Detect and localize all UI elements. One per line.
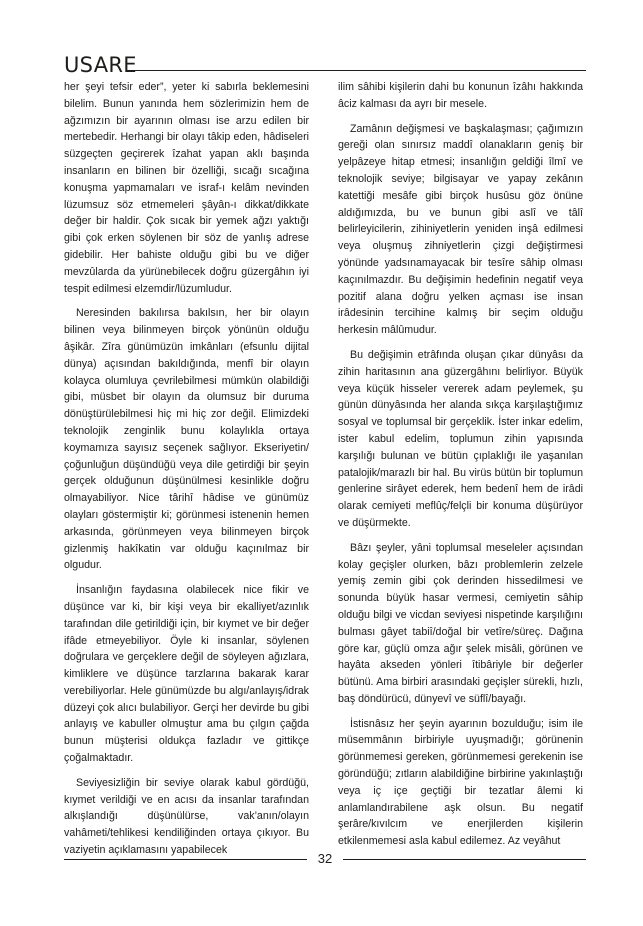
header-rule <box>127 70 586 71</box>
paragraph: ilim sâhibi kişilerin dahi bu konunun îzâhı hakkında âciz kalması da ayrı bir mesele. <box>338 81 583 110</box>
paragraph: her şeyi tefsir eder”, yeter ki sabırla beklemesini bilelim. Bunun yanında hem sözlerimizin hem de ağzımızın bir ayarının olması ise arzu edilen bir mertebedir. Herhangi bir olayı tâkip eden, hâdiseleri süzgeçten geçirerek îzahat yapan aklı başında insanların en bilinen bir özelliği, sıcağı sıcağına konuşma yapmamaları ve israf-ı kelâm nevinden lüzumsuz söz etmemeleri şâyân-ı dikkat/dikkate değer bir haldir. Çok sıcak bir yemek ağzı yaktığı gibi çok erken söylenen bir söz de yanlış adrese gidebilir. Her bahiste olduğu gibi bu ve diğer mevzûlarda da yürünebilecek doğru güzergâhın iyi tespit edilmesi elzemdir/lüzumludur. <box>64 81 309 295</box>
paragraph: İstisnâsız her şeyin ayarının bozulduğu; isim ile müsemmânın birbiriyle uyuşmadığı; görünenin görünmemesi gereken, görünmemesi gerekenin ise göründüğü; zıtların alabildiğine birbirine yakınlaştığı veya iç içe geçtiği bir tezatlar âlemi ki anlamlandırabilene aşk olsun. Bu negatif şerâre/kıvılcım ve enerjilerden kişilerin etkilenmemesi asla kabul edilemez. Az veyâhut <box>338 717 583 848</box>
footer-rule-right <box>343 859 586 860</box>
paragraph: Seviyesizliğin bir seviye olarak kabul gördüğü, kıymet verildiği ve en acısı da insanlar tarafından alkışlandığı düşünülürse, vak’anın/olayın vahâmeti/tehlikesi kendiliğinden ortaya çıkıyor. Bu vaziyetin açıklamasını yapabilecek <box>64 776 309 857</box>
page-header <box>64 52 586 78</box>
paragraph: İnsanlığın faydasına olabilecek nice fikir ve düşünce var ki, bir kişi veya bir ekalliyet/azınlık tarafından dile getirildiği için, bir kıymet ve bir değer ifâde etmeyebiliyor. Öyle ki insanlar, söylenen doğrulara ve gerçeklere değil de söyleyen ağızlara, kimliklere ve düşünce tarzlarına bakarak karar verebiliyorlar. Hele günümüzde bu algı/anlayış/idrak düzeyi çok alıcı bulabiliyor. Gerçi her devirde bu gibi anlayış ve kabuller olmuştur ama bu çılgın çağda bunun müşterisi oldukça fazladır ve gittikçe çoğalmaktadır. <box>64 584 309 765</box>
paragraph: Bu değişimin etrâfında oluşan çıkar dünyâsı da zihin haritasının ana güzergâhını belirliyor. Büyük veya küçük hisseler vererek adam peylemek, şu günün dünyâsında her alanda sıkça karşılaştığımız sosyal ve toplumsal bir gerçeklik. İster inkar edelim, ister kabul edelim, toplumun zihin yapısında karşılığı bulunan ve bütün çıplaklığı ile yaşanılan patalojik/marazlı bir hal. Bu virüs bütün bir toplumun genlerine sirâyet ederek, hem bedenî hem de irâdi olarak cemiyeti meflûç/felçli bir konuma düşürüyor ve düşürmekte. <box>338 348 583 529</box>
paragraph: Neresinden bakılırsa bakılsın, her bir olayın bilinen veya bilinmeyen birçok yönünün olduğu âşikâr. Zîra günümüzün imkânları (efsunlu dijital dünya) açısından bakıldığında, menfî bir olayın kolayca olumluya çevrilebilmesi mümkün olabildiği gibi, müsbet bir olayın da olumsuz bir duruma dönüştürülebilmesi hiç mi hiç zor değil. Elimizdeki teknolojik zenginlik bunu kolaylıkla ortaya koymamıza sayısız seçenek sağlıyor. Ekseriyetin/çoğunluğun düşündüğü veya dile getirdiği bir şeyin gerçek olduğunun düşünülmesi kesinlikle doğru olmayabiliyor. Nice târihî hâdise ve günümüz olayları göstermiştir ki; görünmesi istenenin hemen arkasında, görünmeyen veya bilinmeyen birçok gizlenmiş hakîkatin var olduğu kaçınılmaz bir olgudur. <box>64 307 309 572</box>
journal-title: USARE <box>64 53 137 77</box>
paragraph: Bâzı şeyler, yâni toplumsal meseleler açısından kolay geçişler olurken, bâzı problemlerin zelzele yemiş zemin gibi çok derinden hissedilmesi ve sonunda büyük hasar vermesi, cemiyetin sâhip olduğu bilgi ve vicdan seviyesi nispetinde karşılığını bulması gâyet tabiî/doğal bir vetîre/süreç. Dağına göre kar, güçlü omza ağır şelek misâli, görünen ve hayâta akseden yönleri îtibâriyle bir değerler bütünü. Ama birbiri arasındaki geçişler sürekli, hızlı, baş döndürücü, dünyevî ve süflî/bayağı. <box>338 541 583 705</box>
page-number: 32 <box>317 851 333 866</box>
page-footer <box>64 853 586 867</box>
left-column <box>64 79 309 867</box>
right-column <box>338 79 583 858</box>
paragraph: Zamânın değişmesi ve başkalaşması; çağımızın gereği olan sınırsız maddî olanakların geniş bir yelpâzeye hitap etmesi; insanlığın geldiği îlmî ve teknolojik seviye; bilgisayar ve yapay zekânın katettiği mesâfe gibi birçok husûsu göz önüne aldığımızda, bu ve bunun gibi aslî ve tâlî belirleyicilerin, zihiniyetlerin yeniden inşâ edilmesi veya oluşmuş zihniyetlerin çizgi değiştirmesi yönünde yadsınamayacak bir tesîre sâhip olması kaçınılmazdır. Bu değişimin hedefinin negatif veya pozitif alana doğru yelken açması ise insan irâdesinin tercihine kalmış bir seçim olduğu herkesin mâlûmudur. <box>338 122 583 337</box>
